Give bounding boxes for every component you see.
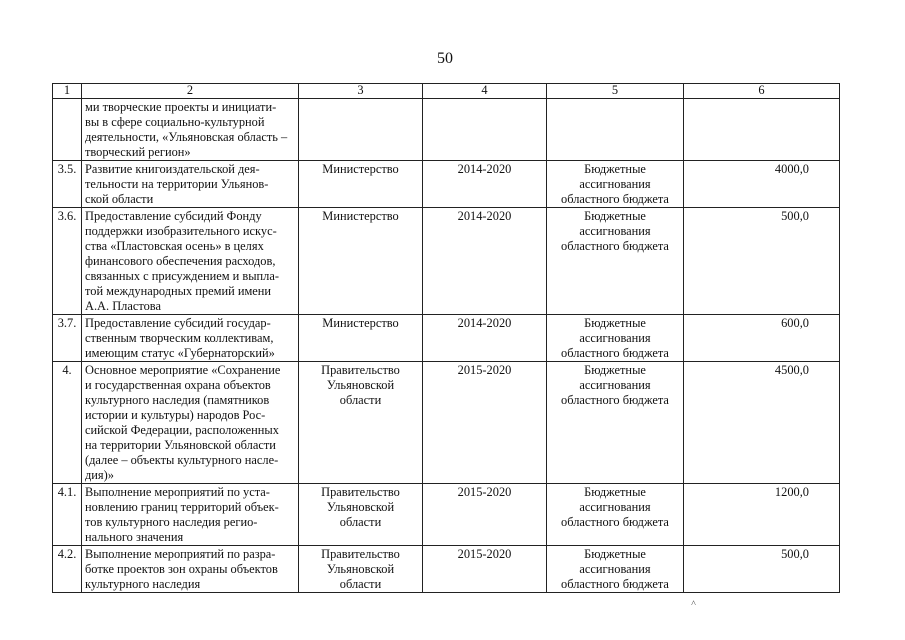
executor-line: области [339, 515, 382, 529]
table-row [53, 208, 840, 315]
funding-source-line: Бюджетные [584, 485, 646, 499]
column-header: 2 [82, 84, 299, 99]
description-line: и государственная охрана объектов [85, 378, 271, 392]
description-line: тельности на территории Ульянов- [85, 177, 269, 191]
executor-cell [299, 484, 423, 546]
description-line: ства «Пластовская осень» в целях [85, 239, 264, 253]
description-line: ственным творческим коллективам, [85, 331, 274, 345]
description-line: ботке проектов зон охраны объектов [85, 562, 278, 576]
description-line: тов культурного наследия регио- [85, 515, 258, 529]
column-header: 4 [423, 84, 547, 99]
executor-line: Правительство [321, 363, 400, 377]
description-line: Выполнение мероприятий по разра- [85, 547, 276, 561]
executor-line: области [339, 393, 382, 407]
executor-cell [299, 362, 423, 484]
executor-cell [299, 99, 423, 161]
funding-source-line: Бюджетные [584, 547, 646, 561]
executor-line: Ульяновской [326, 562, 395, 576]
description-line: Предоставление субсидий государ- [85, 316, 271, 330]
description-line: ской области [85, 192, 154, 206]
description-line: дия)» [85, 468, 114, 482]
description-line: ми творческие проекты и инициати- [85, 100, 277, 114]
row-number-cell: 4. [53, 362, 82, 484]
description-line: Развитие книгоиздательской дея- [85, 162, 260, 176]
activity-description-cell [82, 484, 299, 546]
funding-source-cell [547, 315, 684, 362]
funding-source-line: ассигнования [579, 177, 651, 191]
description-line: Выполнение мероприятий по уста- [85, 485, 270, 499]
activity-description-cell [82, 546, 299, 593]
table-row [53, 362, 840, 484]
funding-source-line: Бюджетные [584, 363, 646, 377]
description-line: финансового обеспечения расходов, [85, 254, 276, 268]
description-line: А.А. Пластова [85, 299, 161, 313]
row-number-cell: 3.6. [53, 208, 82, 315]
row-number-cell: 4.1. [53, 484, 82, 546]
activity-description-cell [82, 208, 299, 315]
amount-cell: 500,0 [684, 208, 840, 315]
funding-source-cell [547, 99, 684, 161]
period-cell: 2014-2020 [423, 315, 547, 362]
description-line: поддержки изобразительного искус- [85, 224, 277, 238]
funding-source-cell [547, 161, 684, 208]
period-cell: 2015-2020 [423, 362, 547, 484]
row-number-cell: 3.7. [53, 315, 82, 362]
description-line: нального значения [85, 530, 184, 544]
activity-description-cell [82, 161, 299, 208]
amount-cell: 1200,0 [684, 484, 840, 546]
activity-description-cell [82, 315, 299, 362]
period-cell: 2015-2020 [423, 484, 547, 546]
amount-cell: 600,0 [684, 315, 840, 362]
funding-source-line: областного бюджета [561, 393, 669, 407]
funding-source-line: областного бюджета [561, 346, 669, 360]
executor-line: Правительство [321, 485, 400, 499]
description-line: имеющим статус «Губернаторский» [85, 346, 275, 360]
activities-table [52, 83, 840, 593]
funding-source-cell [547, 362, 684, 484]
description-line: деятельности, «Ульяновская область – [85, 130, 288, 144]
row-number-cell: 4.2. [53, 546, 82, 593]
funding-source-line: Бюджетные [584, 209, 646, 223]
description-line: новлению границ территорий объек- [85, 500, 279, 514]
period-cell: 2014-2020 [423, 161, 547, 208]
funding-source-line: областного бюджета [561, 239, 669, 253]
funding-source-cell [547, 546, 684, 593]
funding-source-line: ассигнования [579, 562, 651, 576]
description-line: связанных с присуждением и выпла- [85, 269, 279, 283]
table-row [53, 315, 840, 362]
executor-line: Ульяновской [326, 378, 395, 392]
column-header: 6 [684, 84, 840, 99]
executor-cell [299, 161, 423, 208]
description-line: культурного наследия (памятников [85, 393, 270, 407]
table-row [53, 161, 840, 208]
funding-source-line: Бюджетные [584, 316, 646, 330]
column-header: 3 [299, 84, 423, 99]
funding-source-line: областного бюджета [561, 515, 669, 529]
description-line: (далее – объекты культурного насле- [85, 453, 279, 467]
activity-description-cell [82, 99, 299, 161]
amount-cell [684, 99, 840, 161]
executor-line: Министерство [322, 162, 399, 176]
executor-cell [299, 315, 423, 362]
funding-source-line: областного бюджета [561, 192, 669, 206]
table-row [53, 99, 840, 161]
page-number: 50 [437, 50, 453, 67]
funding-source-cell [547, 208, 684, 315]
description-line: вы в сфере социально-культурной [85, 115, 265, 129]
executor-line: Ульяновской [326, 500, 395, 514]
funding-source-line: ассигнования [579, 500, 651, 514]
row-number-cell [53, 99, 82, 161]
executor-cell [299, 208, 423, 315]
executor-cell [299, 546, 423, 593]
table-row [53, 484, 840, 546]
executor-line: Министерство [322, 316, 399, 330]
executor-line: Правительство [321, 547, 400, 561]
description-line: творческий регион» [85, 145, 191, 159]
funding-source-line: ассигнования [579, 331, 651, 345]
table-header-row [53, 84, 840, 99]
description-line: истории и культуры) народов Рос- [85, 408, 266, 422]
funding-source-cell [547, 484, 684, 546]
amount-cell: 500,0 [684, 546, 840, 593]
period-cell: 2014-2020 [423, 208, 547, 315]
description-line: на территории Ульяновской области [85, 438, 276, 452]
column-header: 5 [547, 84, 684, 99]
activity-description-cell [82, 362, 299, 484]
scan-mark: ˄ [691, 598, 697, 608]
table-row [53, 546, 840, 593]
column-header: 1 [53, 84, 82, 99]
funding-source-line: Бюджетные [584, 162, 646, 176]
funding-source-line: ассигнования [579, 378, 651, 392]
period-cell: 2015-2020 [423, 546, 547, 593]
description-line: Предоставление субсидий Фонду [85, 209, 262, 223]
description-line: Основное мероприятие «Сохранение [85, 363, 281, 377]
funding-source-line: ассигнования [579, 224, 651, 238]
description-line: той международных премий имени [85, 284, 272, 298]
description-line: сийской Федерации, расположенных [85, 423, 279, 437]
amount-cell: 4000,0 [684, 161, 840, 208]
amount-cell: 4500,0 [684, 362, 840, 484]
funding-source-line: областного бюджета [561, 577, 669, 591]
row-number-cell: 3.5. [53, 161, 82, 208]
period-cell [423, 99, 547, 161]
executor-line: Министерство [322, 209, 399, 223]
executor-line: области [339, 577, 382, 591]
description-line: культурного наследия [85, 577, 201, 591]
